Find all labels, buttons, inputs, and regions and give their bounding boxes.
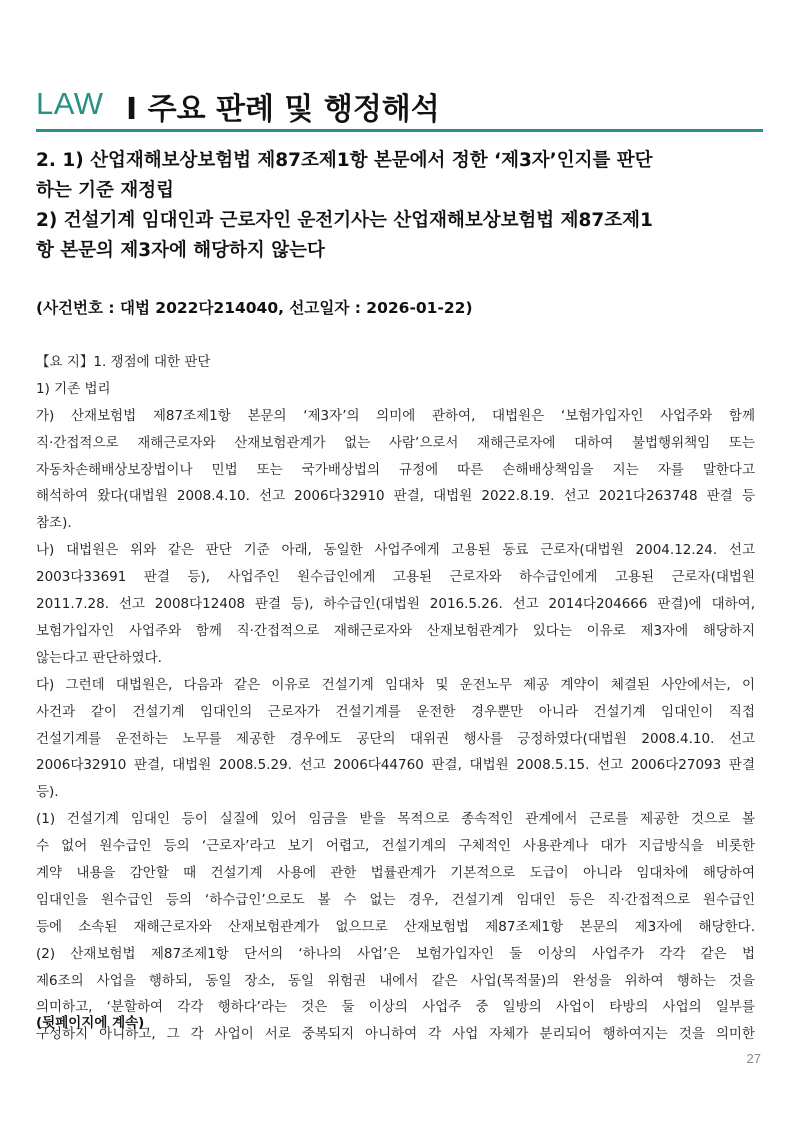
- body-line: (2) 산재보험법 제87조제1항 단서의 ‘하나의 사업’은 보험가입자인 둘 이상의 사업주가 각각 같은 법: [36, 945, 755, 962]
- case-number: (사건번호 : 대법 2022다214040, 선고일자 : 2026-01-22): [36, 299, 473, 317]
- body-line: 등).: [36, 784, 59, 801]
- body-line: 수 없어 원수급인 등의 ‘근로자’라고 보기 어렵고, 건설기계의 구체적인 사용관계나 대가 지급방식을 비롯한: [36, 838, 755, 855]
- section-label: LAW: [36, 86, 104, 121]
- case-summary-body: [36, 349, 755, 1048]
- page-header: [36, 84, 763, 132]
- body-line: 건설기계를 운전하는 노무를 제공한 경우에도 공단의 대위권 행사를 긍정하였다(대법원 2008.4.10. 선고: [36, 730, 755, 747]
- body-line: 나) 대법원은 위와 같은 판단 기준 아래, 동일한 사업주에게 고용된 동료 근로자(대법원 2004.12.24. 선고: [36, 542, 755, 559]
- body-line: 구성하지 아니하고, 그 각 사업이 서로 중복되지 아니하여 각 사업 자체가 분리되어 행하여지는 것을 의미한: [36, 1026, 755, 1043]
- body-line: 해석하여 왔다(대법원 2008.4.10. 선고 2006다32910 판결, 대법원 2022.8.19. 선고 2021다263748 판결 등: [36, 488, 755, 505]
- body-line: 보험가입자인 사업주와 함께 직·간접적으로 재해근로자와 산재보험관계가 있다는 이유로 제3자에 해당하지: [36, 622, 755, 639]
- body-line: 다) 그런데 대법원은, 다음과 같은 이유로 건설기계 임대차 및 운전노무 제공 계약이 체결된 사안에서는, 이: [36, 676, 755, 693]
- continue-note: (뒷페이지에 계속): [36, 1015, 145, 1031]
- body-line: 등에 소속된 재해근로자와 산재보험관계가 없으므로 산재보험법 제87조제1항 본문의 제3자에 해당한다.: [36, 918, 755, 935]
- body-line: 계약 내용을 감안할 때 건설기계 사용에 관한 법률관계가 기본적으로 도급이 아니라 임대차에 해당하여: [36, 865, 755, 881]
- body-line: 2006다32910 판결, 대법원 2008.5.29. 선고 2006다44760 판결, 대법원 2008.5.15. 선고 2006다27093 판결: [36, 757, 755, 774]
- body-line: 【요 지】1. 쟁점에 대한 판단: [36, 354, 211, 370]
- case-title-line: 항 본문의 제3자에 해당하지 않는다: [36, 240, 325, 261]
- case-title-line: 2. 1) 산업재해보상보험법 제87조제1항 본문에서 정한 ‘제3자’인지를 판단: [36, 150, 653, 171]
- case-title-line: 하는 기준 재정립: [36, 180, 174, 201]
- body-line: 않는다고 판단하였다.: [36, 649, 162, 666]
- body-line: 2011.7.28. 선고 2008다12408 판결 등), 하수급인(대법원 2016.5.26. 선고 2014다204666 판결)에 대하여,: [36, 596, 755, 613]
- body-line: (1) 건설기계 임대인 등이 실질에 있어 임금을 받을 목적으로 종속적인 관계에서 근로를 제공한 것으로 볼: [36, 811, 755, 828]
- body-line: 의미하고, ‘분할하여 각각 행하다’라는 것은 둘 이상의 사업주 중 일방의 사업이 타방의 사업의 일부를: [36, 999, 755, 1016]
- body-line: 2003다33691 판결 등), 사업주인 원수급인에게 고용된 근로자와 하수급인에게 고용된 근로자(대법원: [36, 569, 755, 586]
- case-title-line: 2) 건설기계 임대인과 근로자인 운전기사는 산업재해보상보험법 제87조제1: [36, 210, 653, 231]
- page-number: 27: [746, 1051, 761, 1066]
- body-line: 제6조의 사업을 행하되, 동일 장소, 동일 위험권 내에서 같은 사업(목적물)의 완성을 위하여 행하는 것을: [36, 972, 755, 989]
- body-line: 1) 기존 법리: [36, 380, 111, 397]
- body-line: 자동차손해배상보장법이나 민법 또는 국가배상법의 규정에 따른 손해배상책임을 지는 자를 말한다고: [36, 461, 755, 478]
- body-line: 참조).: [36, 515, 72, 532]
- body-line: 임대인을 원수급인 등의 ‘하수급인’으로도 볼 수 없는 경우, 건설기계 임대인 등은 직·간접적으로 원수급인: [36, 891, 755, 908]
- page-title: I 주요 판례 및 행정해석: [126, 92, 440, 127]
- body-line: 사건과 같이 건설기계 임대인의 근로자가 건설기계를 운전한 경우뿐만 아니라 건설기계 임대인이 직접: [36, 703, 755, 720]
- case-title: [36, 146, 761, 266]
- body-line: 직·간접적으로 재해근로자와 산재보험관계가 없는 사람’으로서 재해근로자에 대하여 불법행위책임 또는: [36, 434, 755, 451]
- body-line: 가) 산재보험법 제87조제1항 본문의 ‘제3자’의 의미에 관하여, 대법원은 ‘보험가입자인 사업주와 함께: [36, 407, 755, 424]
